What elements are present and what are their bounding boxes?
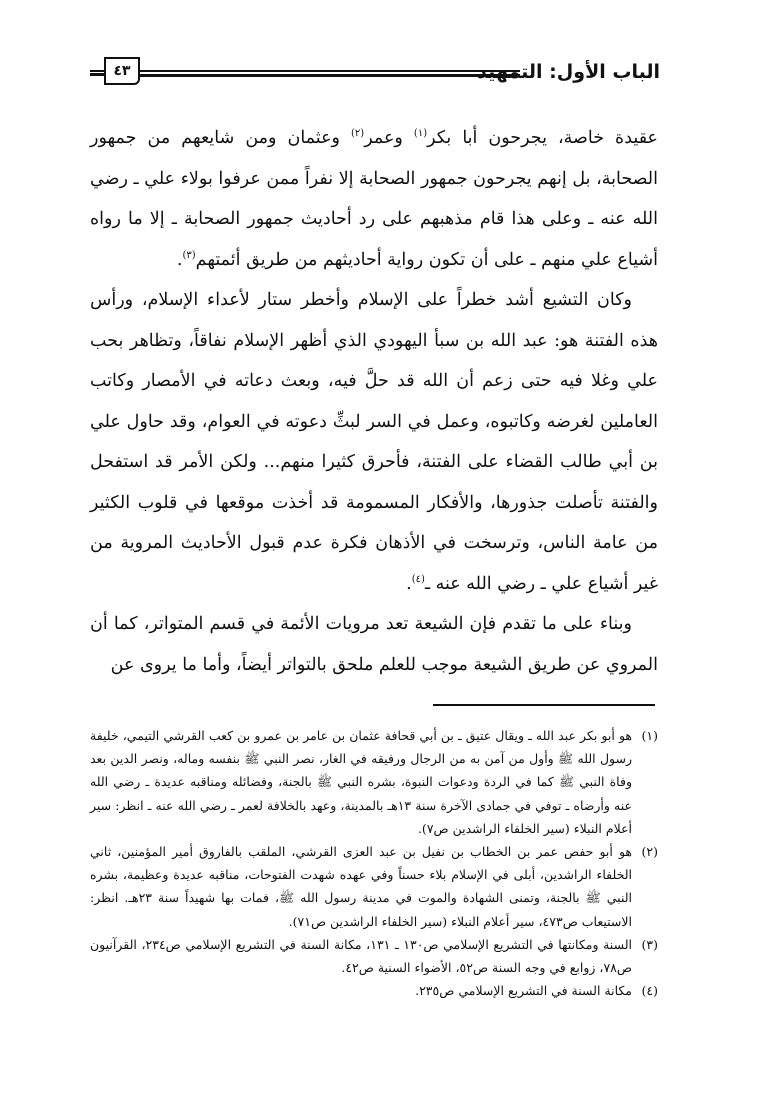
footnote-1 bbox=[90, 724, 658, 840]
footnote-2 bbox=[90, 840, 658, 933]
body-text bbox=[90, 118, 658, 685]
footnote-number: (٣) bbox=[641, 936, 659, 952]
paragraph-2: وكان التشيع أشد خطراً على الإسلام وأخطر ستار لأعداء الإسلام، ورأس هذه الفتنة هو: عبد الله بن سبأ اليهودي الذي أظهر الإسلام نفاقاً، وتظاهر بحب علي وغلا فيه حتى زعم أن الله قد حلَّ فيه، وبعث دعاته في الأمصار وكاتب العاملين لغرضه وكاتبوه، وعمل في السر لبثِّ دعوته في العوام، وقد حاول علي بن أبي طالب القضاء على الفتنة، فأحرق كثيرا منهم... ولكن الأمر قد استفحل والفتنة تأصلت جذورها، والأفكار المسمومة قد أخذت موقعها في قلوب الكثير من عامة الناس، وترسخت في الأذهان فكرة عدم قبول الأحاديث المروية من غير أشياع علي ـ رضي الله عنه ـ$^{(٤)}$. bbox=[90, 290, 658, 594]
footnote-number: (٤) bbox=[641, 983, 658, 999]
page-number: ٤٣ bbox=[104, 57, 140, 85]
footnote-text: هو أبو حفص عمر بن الخطاب بن نفيل بن عبد العزى القرشي، الملقب بالفاروق أمير المؤمنين، ثاني الخلفاء الراشدين، أبلى في الإسلام بلاء حسناً وفي عهده شهدت الفتوحات، مناقبه عديدة وعظيمة، بشره النبي ﷺ بالجنة، وتمنى الشهادة والموت في مدينة رسول الله ﷺ، فمات بها شهيداً سنة ٢٣هـ. انظر: الاستيعاب ص٤٧٣، سير أعلام النبلاء (سير الخلفاء الراشدين ص٧١). bbox=[90, 844, 632, 929]
footnote-ref-2[interactable]: (٢) bbox=[351, 128, 365, 140]
footnote-separator bbox=[433, 704, 655, 706]
chapter-running-title: الباب الأول: التمهيد bbox=[477, 61, 660, 83]
footnote-number: (٢) bbox=[641, 844, 658, 860]
footnote-ref-4[interactable]: (٤) bbox=[411, 573, 425, 585]
header-rule bbox=[140, 70, 520, 77]
footnote-ref-3[interactable]: (٣) bbox=[182, 249, 196, 261]
header-rule-left bbox=[90, 70, 104, 76]
running-header bbox=[90, 55, 660, 91]
paragraph-3: وبناء على ما تقدم فإن الشيعة تعد مرويات الأئمة في قسم المتواتر، كما أن المروي عن طريق الشيعة موجب للعلم ملحق بالتواتر أيضاً، وأما ما يروى عن bbox=[90, 614, 658, 675]
footnote-number: (١) bbox=[641, 728, 658, 743]
paragraph-1: عقيدة خاصة، يجرحون أبا بكر$^{(١)}$ وعمر$^{(٢)}$ وعثمان ومن شايعهم من جمهور الصحابة، بل إنهم يجرحون جمهور الصحابة إلا نفراً ممن عرفوا بولاء علي ـ رضي الله عنه ـ وعلى هذا قام مذهبهم على رد أحاديث جمهور الصحابة ـ إلا ما رواه أشياع علي منهم ـ على أن تكون رواية أحاديثهم من طريق أئمتهم$^{(٣)}$. bbox=[90, 128, 658, 270]
footnotes bbox=[90, 724, 658, 1002]
footnote-4 bbox=[90, 979, 658, 1002]
footnote-text: هو أبو بكر عبد الله ـ ويقال عتيق ـ بن أبي قحافة عثمان بن عامر بن عمرو بن كعب القرشي التيمي، خليفة رسول الله ﷺ وأول من آمن به من الرجال ورفيقه في الغار، نصر النبي ﷺ بنفسه وماله، ونصر الدين بعد وفاة النبي ﷺ كما في الردة ودعوات النبوة، بشره النبي ﷺ بالجنة، وفضائله ومناقبه عديدة ـ رضي الله عنه وأرضاه ـ توفي في جمادى الآخرة سنة ١٣هـ بالمدينة، وعهد بالخلافة لعمر ـ رضي الله عنه ـ انظر: سير أعلام النبلاء (سير الخلفاء الراشدين ص٧). bbox=[90, 728, 632, 836]
footnote-text: مكانة السنة في التشريع الإسلامي ص٢٣٥. bbox=[415, 983, 632, 999]
footnote-ref-1[interactable]: (١) bbox=[413, 128, 428, 140]
footnote-3 bbox=[90, 933, 658, 979]
footnote-text: السنة ومكانتها في التشريع الإسلامي ص١٣٠ ـ ١٣١، مكانة السنة في التشريع الإسلامي ص٢٣٤، القرآنيون ص٧٨، زوابع في وجه السنة ص٥٢، الأضواء السنية ص٤٢. bbox=[90, 936, 633, 976]
